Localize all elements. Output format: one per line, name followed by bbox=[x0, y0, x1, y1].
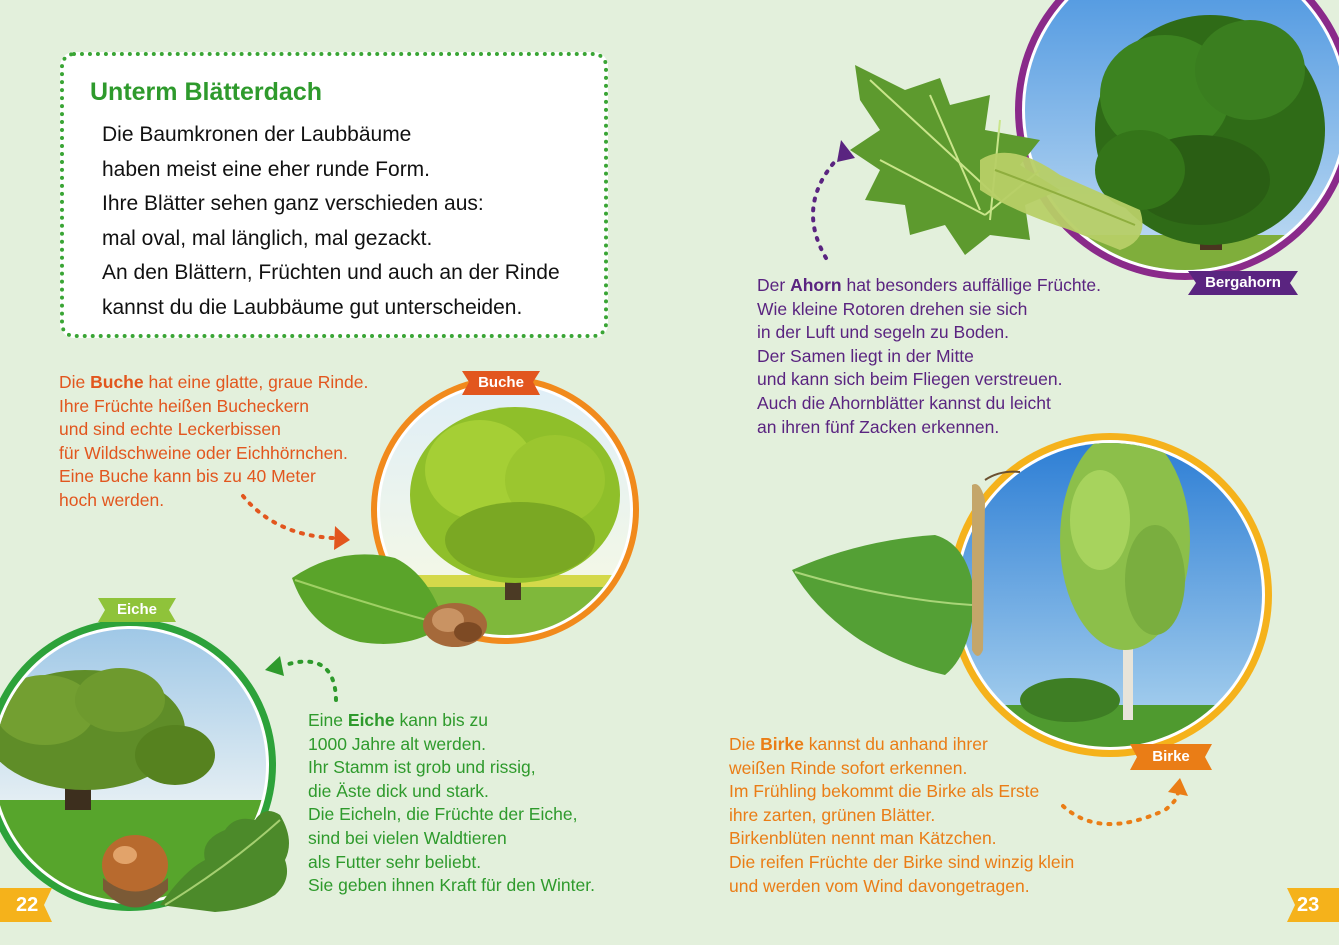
page-number-left: 22 bbox=[16, 894, 39, 916]
ahorn-lead: Der bbox=[757, 275, 791, 295]
ahorn-line: Auch die Ahornblätter kannst du leicht bbox=[757, 392, 1051, 413]
buche-line: für Wildschweine oder Eichhörnchen. bbox=[59, 442, 348, 463]
ahorn-line: an ihren fünf Zacken erkennen. bbox=[757, 416, 1000, 437]
intro-line: Die Baumkronen der Laubbäume bbox=[102, 123, 412, 146]
ahorn-arrow bbox=[813, 140, 855, 258]
buche-name: Buche bbox=[90, 372, 144, 392]
birke-photo bbox=[948, 430, 1272, 757]
intro-line: Ihre Blätter sehen ganz verschieden aus: bbox=[102, 192, 484, 215]
intro-box bbox=[60, 52, 608, 338]
birke-lead: Die bbox=[729, 734, 761, 754]
eiche-arrow bbox=[265, 656, 336, 700]
buche-line: Eine Buche kann bis zu 40 Meter bbox=[59, 466, 316, 487]
buche-rest: hat eine glatte, graue Rinde. bbox=[143, 372, 369, 392]
page-number-right: 23 bbox=[1297, 894, 1320, 916]
ahorn-paragraph bbox=[757, 274, 1101, 439]
birke-line: Im Frühling bekommt die Birke als Erste bbox=[729, 781, 1040, 802]
intro-line: haben meist eine eher runde Form. bbox=[102, 157, 431, 181]
eiche-line: 1000 Jahre alt werden. bbox=[308, 733, 487, 754]
buche-line: Ihre Früchte heißen Bucheckern bbox=[59, 395, 309, 416]
birke-line: ihre zarten, grünen Blätter. bbox=[729, 804, 936, 825]
intro-title: Unterm Blätterdach bbox=[90, 78, 322, 106]
buche-line: hoch werden. bbox=[59, 489, 165, 510]
buche-lead: Die bbox=[59, 372, 91, 392]
eiche-line: Sie geben ihnen Kraft für den Winter. bbox=[308, 875, 595, 896]
intro-text bbox=[102, 118, 560, 325]
eiche-line: sind bei vielen Waldtieren bbox=[308, 827, 507, 848]
birke-paragraph bbox=[729, 733, 1074, 898]
eiche-lead: Eine bbox=[308, 710, 348, 730]
ahorn-line: und kann sich beim Fliegen verstreuen. bbox=[757, 369, 1063, 390]
eiche-line: als Futter sehr beliebt. bbox=[308, 851, 482, 872]
intro-line: kannst du die Laubbäume gut unterscheiden. bbox=[102, 295, 523, 319]
ahorn-line: in der Luft und segeln zu Boden. bbox=[757, 322, 1009, 343]
birke-rest: kannst du anhand ihrer bbox=[803, 734, 988, 754]
eiche-line: Die Eicheln, die Früchte der Eiche, bbox=[308, 804, 578, 825]
eiche-line bbox=[308, 709, 595, 733]
intro-line: mal oval, mal länglich, mal gezackt. bbox=[102, 226, 433, 250]
ahorn-line bbox=[757, 274, 1101, 298]
buche-line: und sind echte Leckerbissen bbox=[59, 419, 281, 440]
bergahorn-photo bbox=[1015, 0, 1339, 295]
eiche-name: Eiche bbox=[347, 710, 395, 730]
eiche-paragraph bbox=[308, 709, 595, 898]
bergahorn-label: Bergahorn bbox=[1205, 274, 1281, 291]
birke-line: und werden vom Wind davongetragen. bbox=[729, 875, 1030, 896]
eiche-label: Eiche bbox=[116, 601, 158, 618]
eiche-line: die Äste dick und stark. bbox=[308, 780, 489, 801]
birke-line: weißen Rinde sofort erkennen. bbox=[729, 757, 968, 778]
intro-line: An den Blättern, Früchten und auch an der Rinde bbox=[102, 261, 560, 284]
ahorn-line: Der Samen liegt in der Mitte bbox=[757, 345, 974, 366]
ahorn-rest: hat besonders auffällige Früchte. bbox=[841, 275, 1102, 295]
ahorn-line: Wie kleine Rotoren drehen sie sich bbox=[757, 298, 1028, 319]
birke-line: Birkenblüten nennt man Kätzchen. bbox=[729, 828, 997, 849]
buche-paragraph bbox=[59, 371, 368, 513]
eiche-rest: kann bis zu bbox=[394, 710, 488, 730]
buche-label: Buche bbox=[478, 374, 524, 391]
birke-line bbox=[729, 733, 1074, 757]
buche-line bbox=[59, 371, 368, 395]
eiche-line: Ihr Stamm ist grob und rissig, bbox=[308, 757, 536, 778]
birke-arrow bbox=[1063, 778, 1188, 824]
birke-line: Die reifen Früchte der Birke sind winzig klein bbox=[729, 851, 1075, 872]
birke-name: Birke bbox=[760, 734, 804, 754]
ahorn-name: Ahorn bbox=[790, 275, 842, 295]
birke-label: Birke bbox=[1152, 748, 1190, 765]
